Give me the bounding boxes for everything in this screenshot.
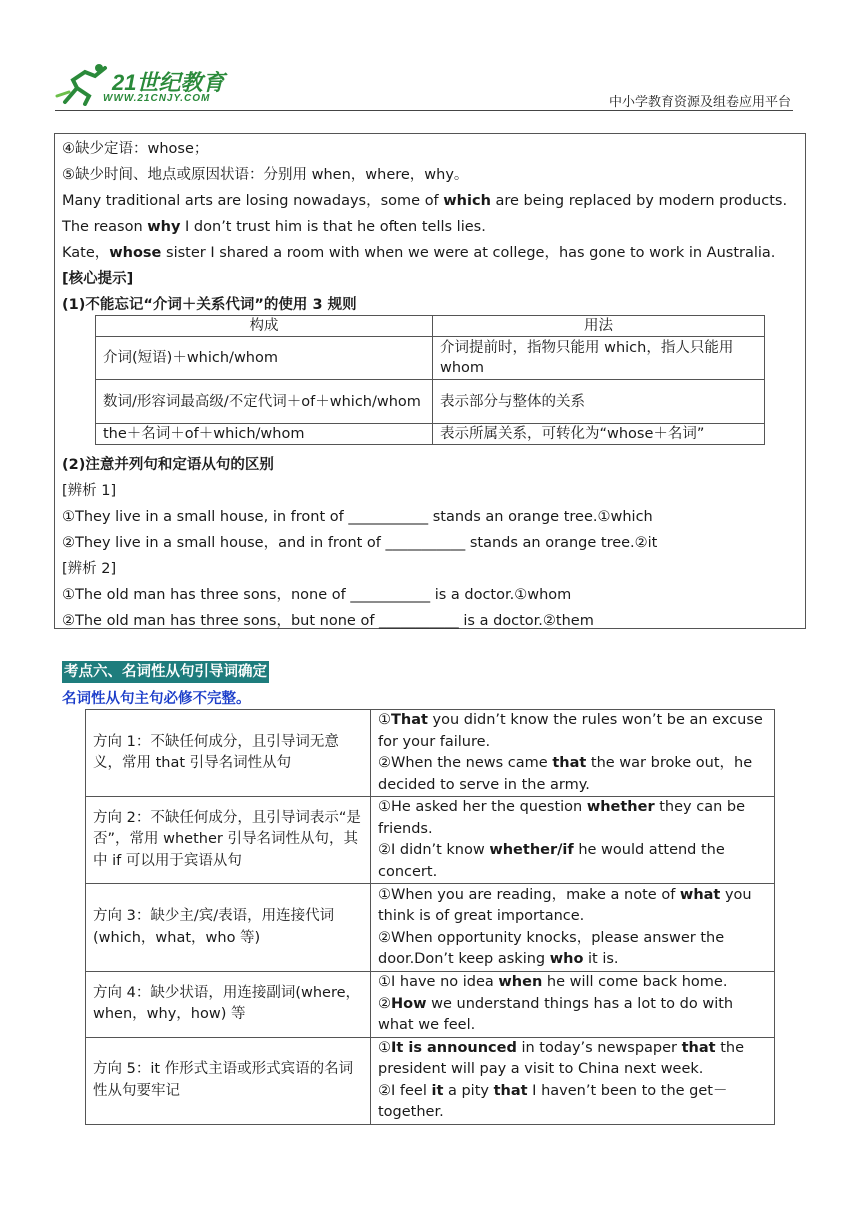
- example-cell: [371, 710, 775, 797]
- rule-when-where-why: ⑤缺少时间、地点或原因状语：分别用 when，where，why。: [62, 167, 469, 183]
- direction-cell: 方向 5：it 作形式主语或形式宾语的名词性从句要牢记: [86, 1037, 371, 1124]
- rule-heading: (1)不能忘记“介词＋关系代词”的使用 3 规则: [62, 297, 357, 313]
- example-cell: [371, 1037, 775, 1124]
- direction-cell: 方向 1：不缺任何成分，且引导词无意义，常用 that 引导名词性从句: [86, 710, 371, 797]
- table-header: 用法: [433, 316, 765, 337]
- section-title: 考点六、名词性从句引导词确定: [62, 661, 269, 683]
- platform-name: 中小学教育资源及组卷应用平台: [609, 95, 792, 110]
- table-cell: 介词提前时，指物只能用 which，指人只能用 whom: [433, 337, 765, 380]
- table-cell: 表示部分与整体的关系: [433, 380, 765, 424]
- example-whose: Kate，whose sister I shared a room with when we were at college，has gone to work in Australia.: [62, 245, 776, 261]
- analysis-line: ①The old man has three sons，none of ___________ is a doctor.①whom: [62, 587, 572, 603]
- preposition-table: [95, 315, 765, 445]
- analysis-line: ②They live in a small house，and in front of ___________ stands an orange tree.②it: [62, 535, 658, 551]
- direction-cell: 方向 4：缺少状语，用连接副词(where，when，why，how) 等: [86, 972, 371, 1038]
- table-row: [86, 797, 775, 884]
- table-cell: 数词/形容词最高级/不定代词＋of＋which/whom: [96, 380, 433, 424]
- table-cell: 介词(短语)＋which/whom: [96, 337, 433, 380]
- table-row: [86, 884, 775, 972]
- logo-url: WWW.21CNJY.COM: [103, 93, 211, 104]
- tip-heading: [核心提示]: [62, 271, 134, 287]
- example-sentence: ②I didn’t know whether/if he would attend the concert.: [378, 842, 725, 880]
- section-subtitle: 名词性从句主句必修不完整。: [62, 691, 251, 707]
- table-row: [86, 710, 775, 797]
- example-sentence: ①When you are reading，make a note of what you think is of great importance.: [378, 886, 752, 924]
- analysis-line: ②The old man has three sons，but none of ___________ is a doctor.②them: [62, 613, 594, 629]
- analysis-label: [辨析 1]: [62, 483, 117, 499]
- logo-text: 21世纪教育: [112, 70, 225, 95]
- noun-clause-table: [85, 709, 775, 1125]
- example-sentence: ①It is announced in today’s newspaper that the president will pay a visit to China next week.: [378, 1039, 745, 1077]
- example-cell: [371, 797, 775, 884]
- table-cell: the＋名词＋of＋which/whom: [96, 424, 433, 445]
- example-why: The reason why I don’t trust him is that he often tells lies.: [62, 219, 486, 235]
- table-row: [86, 1037, 775, 1124]
- example-cell: [371, 884, 775, 972]
- direction-cell: 方向 3：缺少主/宾/表语，用连接代词(which，what，who 等): [86, 884, 371, 972]
- example-cell: [371, 972, 775, 1038]
- example-sentence: ②How we understand things has a lot to do with what we feel.: [378, 995, 734, 1033]
- diff-heading: (2)注意并列句和定语从句的区别: [62, 457, 274, 473]
- example-which: Many traditional arts are losing nowadays，some of which are being replaced by modern products.: [62, 193, 788, 209]
- table-row: [86, 972, 775, 1038]
- example-sentence: ②I feel it a pity that I haven’t been to the get－together.: [378, 1082, 728, 1120]
- example-sentence: ①That you didn’t know the rules won’t be an excuse for your failure.: [378, 712, 763, 750]
- rule-whose: ④缺少定语：whose；: [62, 141, 209, 157]
- table-cell: 表示所属关系，可转化为“whose＋名词”: [433, 424, 765, 445]
- analysis-line: ①They live in a small house, in front of ___________ stands an orange tree.①which: [62, 509, 653, 525]
- example-sentence: ②When the news came that the war broke out，he decided to serve in the army.: [378, 755, 753, 793]
- table-header: 构成: [96, 316, 433, 337]
- example-sentence: ①I have no idea when he will come back home.: [378, 974, 728, 990]
- header-divider: [55, 110, 793, 111]
- example-sentence: ②When opportunity knocks，please answer the door.Don’t keep asking who it is.: [378, 929, 725, 967]
- analysis-label: [辨析 2]: [62, 561, 117, 577]
- example-sentence: ①He asked her the question whether they can be friends.: [378, 799, 746, 837]
- direction-cell: 方向 2：不缺任何成分，且引导词表示“是否”，常用 whether 引导名词性从句，其中 if 可以用于宾语从句: [86, 797, 371, 884]
